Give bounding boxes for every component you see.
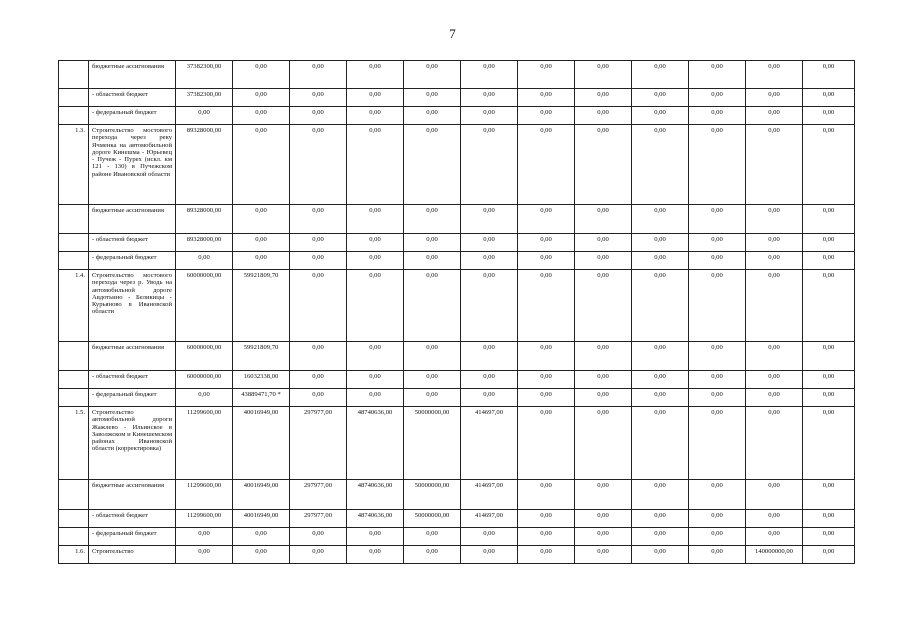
value-cell: 0,00 bbox=[746, 107, 803, 125]
value-cell: 0,00 bbox=[803, 61, 855, 89]
table-row bbox=[59, 528, 855, 546]
value-cell: 0,00 bbox=[518, 270, 575, 342]
value-cell: 0,00 bbox=[575, 205, 632, 234]
value-cell: 0,00 bbox=[347, 546, 404, 564]
value-cell: 0,00 bbox=[404, 125, 461, 205]
value-cell: 0,00 bbox=[746, 528, 803, 546]
value-cell: 414697,00 bbox=[461, 510, 518, 528]
value-cell: 0,00 bbox=[290, 125, 347, 205]
value-cell: 40016949,00 bbox=[233, 480, 290, 510]
value-cell: 0,00 bbox=[575, 342, 632, 371]
value-cell: 0,00 bbox=[803, 510, 855, 528]
row-number bbox=[59, 107, 89, 125]
value-cell: 0,00 bbox=[803, 389, 855, 407]
value-cell: 0,00 bbox=[290, 270, 347, 342]
value-cell: 0,00 bbox=[176, 389, 233, 407]
value-cell: 0,00 bbox=[575, 107, 632, 125]
value-cell: 0,00 bbox=[575, 528, 632, 546]
value-cell: 0,00 bbox=[632, 480, 689, 510]
value-cell: 0,00 bbox=[518, 510, 575, 528]
table-row bbox=[59, 389, 855, 407]
value-cell: 0,00 bbox=[347, 61, 404, 89]
value-cell: 0,00 bbox=[461, 389, 518, 407]
value-cell: 0,00 bbox=[461, 234, 518, 252]
table-row bbox=[59, 510, 855, 528]
value-cell: 0,00 bbox=[233, 125, 290, 205]
value-cell: 0,00 bbox=[404, 270, 461, 342]
value-cell: 0,00 bbox=[689, 61, 746, 89]
value-cell: 0,00 bbox=[290, 89, 347, 107]
value-cell: 0,00 bbox=[461, 125, 518, 205]
value-cell: 0,00 bbox=[461, 528, 518, 546]
value-cell: 0,00 bbox=[347, 528, 404, 546]
value-cell: 0,00 bbox=[176, 546, 233, 564]
value-cell: 0,00 bbox=[746, 510, 803, 528]
value-cell: 0,00 bbox=[518, 546, 575, 564]
value-cell: 0,00 bbox=[689, 510, 746, 528]
value-cell: 0,00 bbox=[404, 107, 461, 125]
row-name: - областной бюджет bbox=[89, 371, 176, 389]
value-cell: 0,00 bbox=[404, 342, 461, 371]
row-name: бюджетные ассигнования bbox=[89, 205, 176, 234]
value-cell: 0,00 bbox=[746, 407, 803, 480]
value-cell: 0,00 bbox=[518, 389, 575, 407]
value-cell: 0,00 bbox=[404, 528, 461, 546]
value-cell: 0,00 bbox=[518, 371, 575, 389]
value-cell: 0,00 bbox=[632, 407, 689, 480]
value-cell: 0,00 bbox=[803, 480, 855, 510]
value-cell: 0,00 bbox=[689, 107, 746, 125]
value-cell: 0,00 bbox=[176, 528, 233, 546]
value-cell: 89328000,00 bbox=[176, 234, 233, 252]
value-cell: 297977,00 bbox=[290, 407, 347, 480]
value-cell: 50000000,00 bbox=[404, 407, 461, 480]
row-number bbox=[59, 252, 89, 270]
value-cell: 0,00 bbox=[803, 205, 855, 234]
value-cell: 0,00 bbox=[233, 89, 290, 107]
value-cell: 0,00 bbox=[518, 205, 575, 234]
value-cell: 0,00 bbox=[803, 546, 855, 564]
row-name: - областной бюджет bbox=[89, 510, 176, 528]
value-cell: 0,00 bbox=[290, 371, 347, 389]
value-cell: 0,00 bbox=[233, 528, 290, 546]
value-cell: 0,00 bbox=[347, 389, 404, 407]
value-cell: 89328000,00 bbox=[176, 125, 233, 205]
value-cell: 48740636,00 bbox=[347, 480, 404, 510]
value-cell: 0,00 bbox=[290, 342, 347, 371]
value-cell: 60000000,00 bbox=[176, 270, 233, 342]
row-name: Строительство мостового перехода через реку Ячменка на автомобильной дороге Кинешма - Юрьевец - Пучеж - Пурех (искл. км 121 - 130) в Пучежском районе Ивановской области bbox=[89, 125, 176, 205]
value-cell: 0,00 bbox=[803, 407, 855, 480]
value-cell: 0,00 bbox=[746, 89, 803, 107]
value-cell: 0,00 bbox=[461, 107, 518, 125]
value-cell: 0,00 bbox=[632, 342, 689, 371]
value-cell: 11299600,00 bbox=[176, 480, 233, 510]
value-cell: 0,00 bbox=[233, 107, 290, 125]
value-cell: 59921809,70 bbox=[233, 342, 290, 371]
value-cell: 0,00 bbox=[746, 234, 803, 252]
value-cell: 0,00 bbox=[689, 371, 746, 389]
value-cell: 48740636,00 bbox=[347, 510, 404, 528]
row-number: 1.5. bbox=[59, 407, 89, 480]
value-cell: 0,00 bbox=[518, 407, 575, 480]
value-cell: 0,00 bbox=[632, 107, 689, 125]
value-cell: 43889471,70 * bbox=[233, 389, 290, 407]
value-cell: 0,00 bbox=[347, 252, 404, 270]
value-cell: 0,00 bbox=[689, 546, 746, 564]
value-cell: 0,00 bbox=[347, 125, 404, 205]
value-cell: 0,00 bbox=[746, 342, 803, 371]
table-row bbox=[59, 125, 855, 205]
value-cell: 11299600,00 bbox=[176, 407, 233, 480]
value-cell: 0,00 bbox=[518, 234, 575, 252]
value-cell: 0,00 bbox=[689, 389, 746, 407]
row-name: - федеральный бюджет bbox=[89, 252, 176, 270]
row-number bbox=[59, 528, 89, 546]
value-cell: 0,00 bbox=[803, 371, 855, 389]
value-cell: 0,00 bbox=[461, 546, 518, 564]
value-cell: 0,00 bbox=[347, 342, 404, 371]
row-name: Строительство bbox=[89, 546, 176, 564]
row-name: бюджетные ассигнования bbox=[89, 342, 176, 371]
value-cell: 0,00 bbox=[632, 528, 689, 546]
value-cell: 37382300,00 bbox=[176, 61, 233, 89]
value-cell: 0,00 bbox=[632, 389, 689, 407]
row-name: бюджетные ассигнования bbox=[89, 480, 176, 510]
value-cell: 0,00 bbox=[746, 270, 803, 342]
value-cell: 0,00 bbox=[290, 107, 347, 125]
table-row bbox=[59, 107, 855, 125]
value-cell: 60000000,00 bbox=[176, 342, 233, 371]
value-cell: 0,00 bbox=[746, 480, 803, 510]
row-name: - областной бюджет bbox=[89, 89, 176, 107]
value-cell: 0,00 bbox=[689, 480, 746, 510]
row-number bbox=[59, 371, 89, 389]
value-cell: 0,00 bbox=[347, 107, 404, 125]
value-cell: 0,00 bbox=[347, 270, 404, 342]
value-cell: 0,00 bbox=[233, 252, 290, 270]
table-row bbox=[59, 342, 855, 371]
value-cell: 0,00 bbox=[233, 234, 290, 252]
value-cell: 0,00 bbox=[233, 546, 290, 564]
value-cell: 0,00 bbox=[632, 510, 689, 528]
value-cell: 0,00 bbox=[632, 61, 689, 89]
value-cell: 0,00 bbox=[689, 252, 746, 270]
table-row bbox=[59, 205, 855, 234]
value-cell: 0,00 bbox=[518, 342, 575, 371]
value-cell: 297977,00 bbox=[290, 510, 347, 528]
value-cell: 89328000,00 bbox=[176, 205, 233, 234]
value-cell: 0,00 bbox=[518, 480, 575, 510]
value-cell: 50000000,00 bbox=[404, 480, 461, 510]
value-cell: 0,00 bbox=[746, 125, 803, 205]
value-cell: 0,00 bbox=[176, 107, 233, 125]
value-cell: 0,00 bbox=[575, 234, 632, 252]
value-cell: 0,00 bbox=[461, 342, 518, 371]
row-number: 1.3. bbox=[59, 125, 89, 205]
value-cell: 60000000,00 bbox=[176, 371, 233, 389]
value-cell: 0,00 bbox=[803, 125, 855, 205]
table-row bbox=[59, 89, 855, 107]
value-cell: 0,00 bbox=[404, 371, 461, 389]
table-row bbox=[59, 61, 855, 89]
value-cell: 0,00 bbox=[575, 89, 632, 107]
value-cell: 0,00 bbox=[575, 371, 632, 389]
value-cell: 0,00 bbox=[632, 371, 689, 389]
value-cell: 0,00 bbox=[404, 205, 461, 234]
value-cell: 0,00 bbox=[518, 125, 575, 205]
row-number bbox=[59, 89, 89, 107]
value-cell: 0,00 bbox=[689, 205, 746, 234]
value-cell: 0,00 bbox=[803, 89, 855, 107]
value-cell: 0,00 bbox=[290, 205, 347, 234]
table-row bbox=[59, 252, 855, 270]
value-cell: 0,00 bbox=[746, 61, 803, 89]
value-cell: 11299600,00 bbox=[176, 510, 233, 528]
value-cell: 0,00 bbox=[290, 61, 347, 89]
value-cell: 16032338,00 bbox=[233, 371, 290, 389]
value-cell: 0,00 bbox=[347, 234, 404, 252]
value-cell: 0,00 bbox=[632, 89, 689, 107]
value-cell: 0,00 bbox=[632, 125, 689, 205]
value-cell: 40016949,00 bbox=[233, 510, 290, 528]
value-cell: 414697,00 bbox=[461, 480, 518, 510]
value-cell: 0,00 bbox=[803, 528, 855, 546]
table-row bbox=[59, 546, 855, 564]
value-cell: 0,00 bbox=[404, 61, 461, 89]
row-name: Строительство мостового перехода через р. Уводь на автомобильной дороге Авдотьино - Беликицы - Курьяново в Ивановской области bbox=[89, 270, 176, 342]
value-cell: 0,00 bbox=[290, 389, 347, 407]
value-cell: 0,00 bbox=[518, 61, 575, 89]
value-cell: 0,00 bbox=[347, 89, 404, 107]
value-cell: 0,00 bbox=[689, 342, 746, 371]
row-number: 1.6. bbox=[59, 546, 89, 564]
budget-table bbox=[58, 60, 855, 564]
value-cell: 0,00 bbox=[746, 252, 803, 270]
value-cell: 0,00 bbox=[233, 61, 290, 89]
value-cell: 37382300,00 bbox=[176, 89, 233, 107]
value-cell: 0,00 bbox=[746, 371, 803, 389]
value-cell: 0,00 bbox=[689, 270, 746, 342]
value-cell: 0,00 bbox=[689, 528, 746, 546]
value-cell: 0,00 bbox=[404, 234, 461, 252]
value-cell: 0,00 bbox=[803, 270, 855, 342]
table-row bbox=[59, 480, 855, 510]
row-number bbox=[59, 234, 89, 252]
value-cell: 0,00 bbox=[689, 234, 746, 252]
value-cell: 0,00 bbox=[461, 61, 518, 89]
value-cell: 0,00 bbox=[575, 252, 632, 270]
value-cell: 0,00 bbox=[746, 389, 803, 407]
value-cell: 0,00 bbox=[632, 252, 689, 270]
row-number bbox=[59, 480, 89, 510]
value-cell: 0,00 bbox=[290, 234, 347, 252]
value-cell: 50000000,00 bbox=[404, 510, 461, 528]
row-number: 1.4. bbox=[59, 270, 89, 342]
value-cell: 0,00 bbox=[803, 252, 855, 270]
row-number bbox=[59, 342, 89, 371]
value-cell: 0,00 bbox=[347, 371, 404, 389]
table-row bbox=[59, 270, 855, 342]
value-cell: 0,00 bbox=[404, 546, 461, 564]
value-cell: 0,00 bbox=[404, 89, 461, 107]
value-cell: 48740636,00 bbox=[347, 407, 404, 480]
value-cell: 0,00 bbox=[575, 546, 632, 564]
row-number bbox=[59, 510, 89, 528]
value-cell: 0,00 bbox=[461, 252, 518, 270]
value-cell: 0,00 bbox=[290, 252, 347, 270]
value-cell: 0,00 bbox=[803, 342, 855, 371]
value-cell: 0,00 bbox=[290, 528, 347, 546]
value-cell: 0,00 bbox=[803, 107, 855, 125]
value-cell: 414697,00 bbox=[461, 407, 518, 480]
value-cell: 0,00 bbox=[575, 480, 632, 510]
page-number: 7 bbox=[449, 26, 456, 41]
row-name: - областной бюджет bbox=[89, 234, 176, 252]
value-cell: 0,00 bbox=[746, 205, 803, 234]
value-cell: 0,00 bbox=[632, 546, 689, 564]
value-cell: 140000000,00 bbox=[746, 546, 803, 564]
value-cell: 0,00 bbox=[176, 252, 233, 270]
value-cell: 0,00 bbox=[461, 205, 518, 234]
value-cell: 0,00 bbox=[575, 270, 632, 342]
table-row bbox=[59, 407, 855, 480]
value-cell: 0,00 bbox=[347, 205, 404, 234]
value-cell: 0,00 bbox=[689, 89, 746, 107]
value-cell: 0,00 bbox=[689, 125, 746, 205]
value-cell: 40016949,00 bbox=[233, 407, 290, 480]
row-name: - федеральный бюджет bbox=[89, 528, 176, 546]
row-number bbox=[59, 61, 89, 89]
value-cell: 0,00 bbox=[803, 234, 855, 252]
value-cell: 0,00 bbox=[518, 528, 575, 546]
row-number bbox=[59, 205, 89, 234]
row-name: Строительство автомобильной дороги Жажлево - Ильинское в Заволжском и Кинешемском районах Ивановской области (корректировка) bbox=[89, 407, 176, 480]
value-cell: 0,00 bbox=[461, 371, 518, 389]
table-row bbox=[59, 371, 855, 389]
table-row bbox=[59, 234, 855, 252]
value-cell: 0,00 bbox=[575, 407, 632, 480]
value-cell: 0,00 bbox=[575, 389, 632, 407]
value-cell: 297977,00 bbox=[290, 480, 347, 510]
value-cell: 0,00 bbox=[575, 125, 632, 205]
value-cell: 0,00 bbox=[632, 270, 689, 342]
value-cell: 59921809,70 bbox=[233, 270, 290, 342]
value-cell: 0,00 bbox=[575, 61, 632, 89]
row-name: - федеральный бюджет bbox=[89, 389, 176, 407]
value-cell: 0,00 bbox=[518, 89, 575, 107]
value-cell: 0,00 bbox=[518, 252, 575, 270]
row-name: бюджетные ассигнования bbox=[89, 61, 176, 89]
value-cell: 0,00 bbox=[518, 107, 575, 125]
value-cell: 0,00 bbox=[461, 89, 518, 107]
row-name: - федеральный бюджет bbox=[89, 107, 176, 125]
value-cell: 0,00 bbox=[632, 205, 689, 234]
row-number bbox=[59, 389, 89, 407]
value-cell: 0,00 bbox=[233, 205, 290, 234]
value-cell: 0,00 bbox=[461, 270, 518, 342]
value-cell: 0,00 bbox=[290, 546, 347, 564]
value-cell: 0,00 bbox=[404, 252, 461, 270]
value-cell: 0,00 bbox=[689, 407, 746, 480]
value-cell: 0,00 bbox=[575, 510, 632, 528]
value-cell: 0,00 bbox=[632, 234, 689, 252]
value-cell: 0,00 bbox=[404, 389, 461, 407]
